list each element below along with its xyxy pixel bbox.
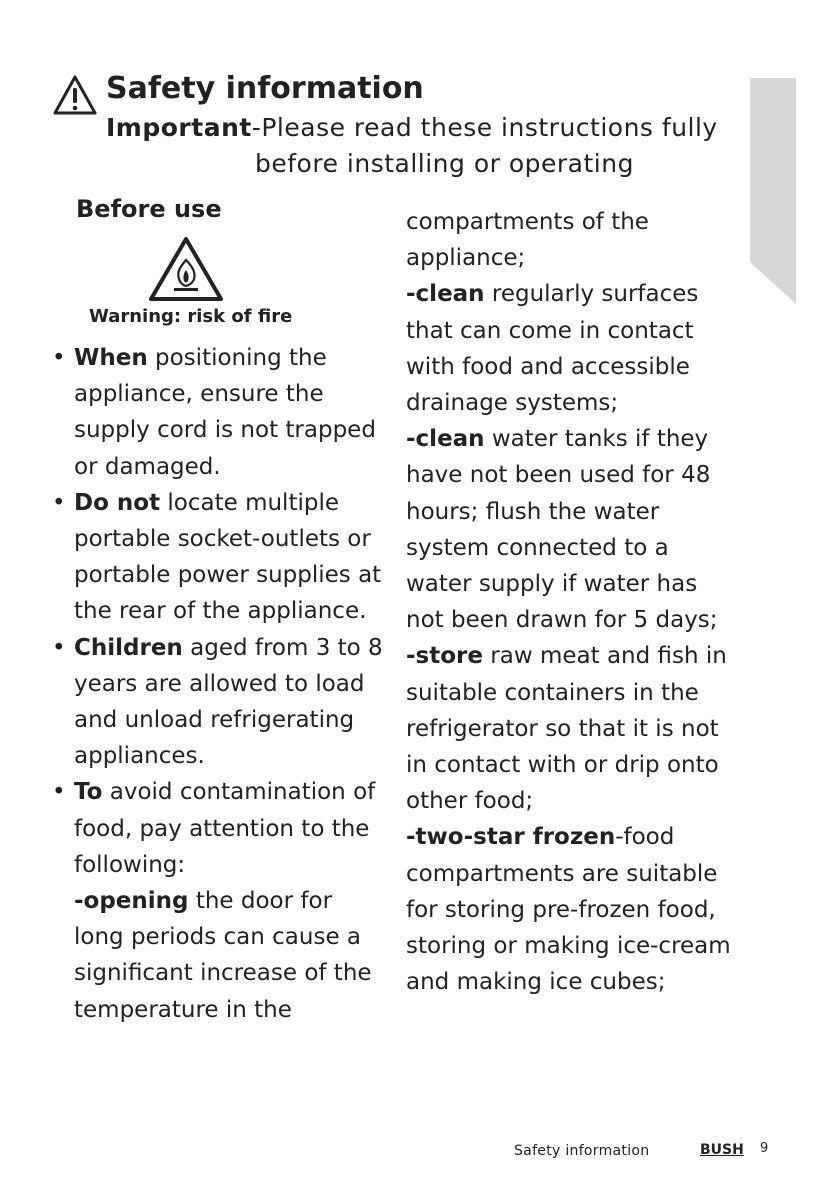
page-number: 9 bbox=[760, 1141, 769, 1156]
fire-hazard-icon bbox=[148, 236, 224, 302]
bullet-item bbox=[74, 630, 384, 775]
bullet-text: avoid contamination of food, pay attention to the following: bbox=[74, 779, 376, 878]
point-lead: -two-star frozen bbox=[406, 824, 616, 851]
bullet-lead: When bbox=[74, 345, 148, 371]
instruction-point bbox=[406, 638, 736, 819]
bullet-text: locate multiple portable socket-outlets or portable power supplies at the rear of the appliance. bbox=[74, 489, 382, 625]
bullet-lead: To bbox=[74, 779, 103, 806]
instruction-point bbox=[406, 421, 736, 638]
important-line-1: -Please read these instructions fully bbox=[251, 113, 718, 142]
instruction-point bbox=[406, 276, 736, 421]
point-lead: -clean bbox=[406, 426, 485, 453]
instruction-point bbox=[74, 883, 384, 1028]
point-lead: -clean bbox=[406, 281, 485, 308]
point-text: -food compartments are suitable for storing pre-frozen food, storing or making ice-cream and making ice cubes; bbox=[406, 824, 731, 996]
point-lead: -store bbox=[406, 643, 483, 670]
point-text: raw meat and fish in suitable containers in the refrigerator so that it is not in contact with or drip onto other food; bbox=[406, 643, 727, 815]
bullet-item bbox=[74, 340, 384, 485]
left-column bbox=[74, 340, 384, 1028]
footer-section-label: Safety information bbox=[514, 1143, 650, 1159]
point-text: regularly surfaces that can come in contact with food and accessible drainage systems; bbox=[406, 281, 699, 417]
point-text-part1: the door for long periods can cause a significant increase of the temperature in the bbox=[74, 888, 372, 1023]
bullet-text: aged from 3 to 8 years are allowed to load and unload refrigerating appliances. bbox=[74, 634, 383, 770]
important-label: Important bbox=[106, 113, 252, 142]
bullet-text: positioning the appliance, ensure the supply cord is not trapped or damaged. bbox=[74, 345, 376, 480]
page-title: Safety information bbox=[106, 71, 424, 106]
instruction-point-continued: compartments of the appliance; bbox=[406, 209, 649, 272]
warning-triangle-icon bbox=[52, 74, 98, 116]
point-text: water tanks if they have not been used for 48 hours; flush the water system connected to a water supply if water has not been drawn for 5 days; bbox=[406, 426, 718, 634]
instruction-point bbox=[406, 819, 736, 1000]
bullet-lead: Children bbox=[74, 634, 183, 661]
section-heading: Before use bbox=[76, 195, 222, 223]
brand-logo: BUSH bbox=[700, 1142, 744, 1158]
important-line-2: before installing or operating bbox=[255, 149, 634, 178]
right-column bbox=[406, 204, 736, 1000]
important-notice bbox=[106, 110, 726, 182]
fire-warning-caption: Warning: risk of fire bbox=[89, 306, 293, 327]
side-tab-marker bbox=[750, 78, 796, 304]
bullet-item bbox=[74, 485, 384, 630]
point-lead: -opening bbox=[74, 888, 189, 915]
bullet-item bbox=[74, 774, 384, 883]
bullet-lead: Do not bbox=[74, 489, 161, 516]
